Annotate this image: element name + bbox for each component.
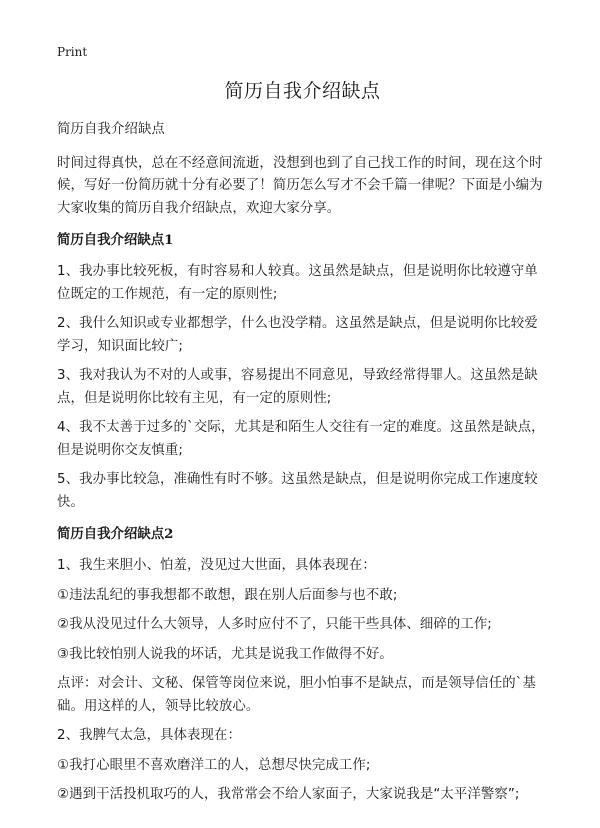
section-paragraph: ②我从没见过什么大领导，人多时应付不了，只能干些具体、细碎的工作; — [57, 617, 492, 632]
section-paragraph: ③我比较怕别人说我的坏话，尤其是说我工作做得不好。 — [57, 646, 393, 662]
section-1 — [57, 229, 548, 514]
section-paragraph: 点评：对会计、文秘、保管等岗位来说，胆小怕事不是缺点，而是领导信任的`基础。用这样的人，领导比较放心。 — [57, 676, 536, 714]
section-heading: 简历自我介绍缺点1 — [57, 232, 174, 248]
section-paragraph: 1、我办事比较死板，有时容易和人较真。这虽然是缺点，但是说明你比较遵守单位既定的工作规范，有一定的原则性; — [57, 264, 538, 302]
section-paragraph: 3、我对我认为不对的人或事，容易提出不同意见，导致经常得罪人。这虽然是缺点，但是说明你比较有主见，有一定的原则性; — [57, 368, 538, 406]
print-label[interactable]: Print — [57, 45, 88, 59]
section-paragraph: 5、我办事比较急，准确性有时不够。这虽然是缺点，但是说明你完成工作速度较快。 — [57, 472, 538, 510]
section-2 — [57, 523, 548, 807]
intro-paragraph: 时间过得真快，总在不经意间流逝，没想到也到了自己找工作的时间，现在这个时候，写好一份简历就十分有必要了！简历怎么写才不会千篇一律呢？下面是小编为大家收集的简历自我介绍缺点，欢迎大家分享。 — [57, 155, 543, 216]
section-paragraph: ①违法乱纪的事我想都不敢想，跟在别人后面参与也不敢; — [57, 587, 398, 603]
section-paragraph: 2、我脾气太急，具体表现在： — [57, 728, 241, 743]
section-heading: 简历自我介绍缺点2 — [57, 526, 174, 542]
section-paragraph: 1、我生来胆小、怕羞，没见过大世面，具体表现在： — [57, 558, 376, 573]
section-paragraph: ②遇到干活投机取巧的人，我常常会不给人家面子，大家说我是“太平洋警察”; — [57, 787, 520, 802]
section-paragraph: 4、我不太善于过多的`交际，尤其是和陌生人交往有一定的难度。这虽然是缺点，但是说明你交友慎重; — [57, 420, 545, 458]
document-subtitle: 简历自我介绍缺点 — [57, 122, 165, 137]
section-paragraph: 2、我什么知识或专业都想学，什么也没学精。这虽然是缺点，但是说明你比较爱学习，知识面比较广; — [57, 316, 538, 354]
section-paragraph: ①我打心眼里不喜欢磨洋工的人，总想尽快完成工作; — [57, 757, 371, 773]
document-title: 简历自我介绍缺点 — [224, 80, 381, 102]
